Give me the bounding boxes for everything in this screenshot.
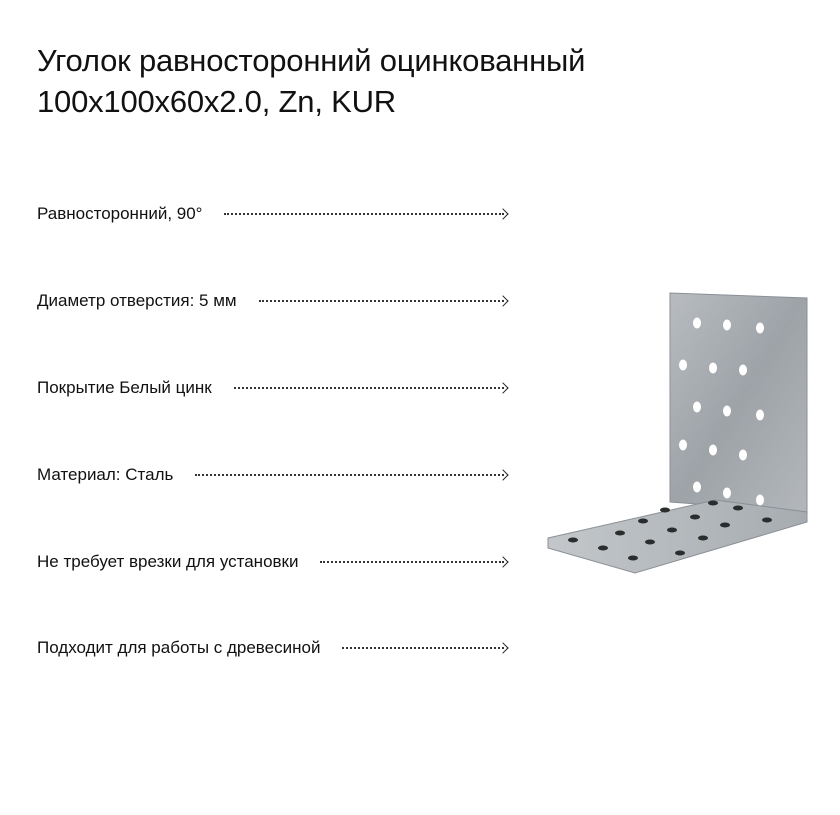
hole	[675, 551, 685, 556]
hole	[709, 445, 717, 456]
arrow-right-icon	[497, 295, 508, 306]
hole	[638, 519, 648, 524]
hole	[708, 501, 718, 506]
hole	[660, 508, 670, 513]
hole	[645, 540, 655, 545]
dotted-leader-line	[259, 300, 504, 302]
product-title-line-1: Уголок равносторонний оцинкованный	[37, 43, 586, 78]
bracket-vertical-leg	[670, 293, 807, 512]
feature-item	[37, 344, 507, 431]
hole	[598, 546, 608, 551]
hole	[723, 406, 731, 417]
hole	[720, 523, 730, 528]
hole	[723, 488, 731, 499]
feature-item	[37, 257, 507, 344]
arrow-right-icon	[497, 556, 508, 567]
feature-label: Диаметр отверстия: 5 мм	[37, 290, 237, 310]
hole	[679, 440, 687, 451]
hole	[693, 318, 701, 329]
hole	[698, 536, 708, 541]
feature-label: Покрытие Белый цинк	[37, 377, 212, 397]
feature-label: Материал: Сталь	[37, 464, 174, 484]
feature-item	[37, 170, 507, 257]
product-title	[37, 40, 797, 122]
hole	[723, 320, 731, 331]
feature-item	[37, 604, 507, 691]
hole	[709, 363, 717, 374]
hole	[628, 556, 638, 561]
dotted-leader-line	[320, 561, 504, 563]
hole	[615, 531, 625, 536]
hole	[756, 410, 764, 421]
arrow-right-icon	[497, 642, 508, 653]
feature-label: Подходит для работы с древесиной	[37, 637, 321, 657]
bracket-horizontal-leg	[548, 500, 807, 573]
hole	[739, 450, 747, 461]
feature-item	[37, 431, 507, 518]
hole	[733, 506, 743, 511]
hole	[690, 515, 700, 520]
product-title-line-2: 100x100x60x2.0, Zn, KUR	[37, 84, 396, 119]
dotted-leader-line	[195, 474, 504, 476]
hole	[667, 528, 677, 533]
hole	[693, 482, 701, 493]
hole	[739, 365, 747, 376]
hole	[756, 495, 764, 506]
feature-item	[37, 518, 507, 605]
hole	[679, 360, 687, 371]
angle-bracket-image	[545, 290, 815, 575]
arrow-right-icon	[497, 469, 508, 480]
dotted-leader-line	[234, 387, 504, 389]
arrow-right-icon	[497, 208, 508, 219]
dotted-leader-line	[224, 213, 504, 215]
hole	[762, 518, 772, 523]
hole	[756, 323, 764, 334]
dotted-leader-line	[342, 647, 504, 649]
hole	[568, 538, 578, 543]
hole	[693, 402, 701, 413]
arrow-right-icon	[497, 382, 508, 393]
feature-label: Равносторонний, 90°	[37, 203, 203, 223]
feature-label: Не требует врезки для установки	[37, 551, 299, 571]
